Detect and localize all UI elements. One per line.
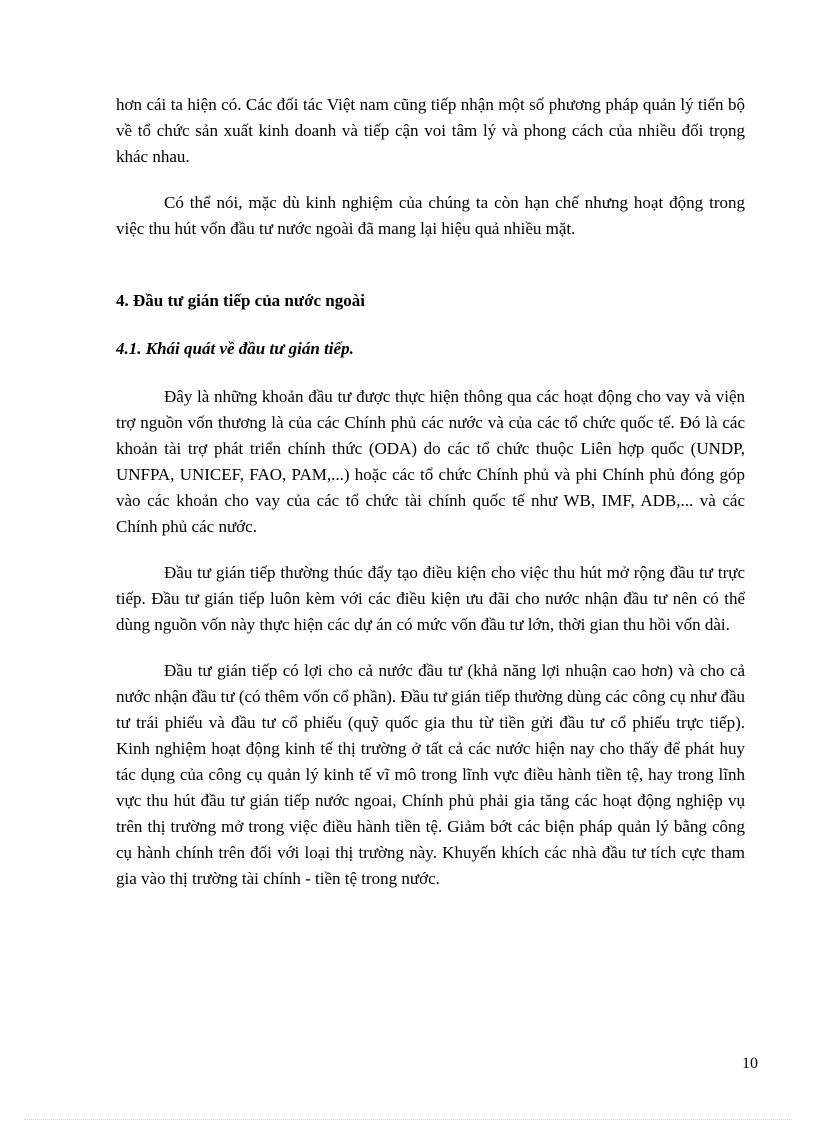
paragraph-continuation: hơn cái ta hiện có. Các đối tác Việt nam cũng tiếp nhận một số phương pháp quản lý tiến bộ về tổ chức sản xuất kinh doanh và tiếp cận voi tâm lý và phong cách của nhiều đối trọng khác nhau. (116, 95, 745, 166)
paragraph-definition: Đây là những khoản đầu tư được thực hiện thông qua các hoạt động cho vay và viện trợ nguồn vốn thương là của các Chính phủ các nước và của các tổ chức quốc tế. Đó là các khoản tài trợ phát triển chính thức (ODA) do các tổ chức thuộc Liên hợp quốc (UNDP, UNFPA, UNICEF, FAO, PAM,...) hoặc các tổ chức Chính phủ và phi Chính phủ đóng góp vào các khoản cho vay của các tổ chức tài chính quốc tế như WB, IMF, ADB,... và các Chính phủ các nước. (116, 387, 745, 536)
page-number: 10 (742, 1055, 758, 1072)
subsection-heading: 4.1. Khái quát về đầu tư gián tiếp. (116, 339, 354, 358)
paragraph-role: Đầu tư gián tiếp thường thúc đẩy tạo điều kiện cho việc thu hút mở rộng đầu tư trực tiếp. Đầu tư gián tiếp luôn kèm với các điều kiện ưu đãi cho nước nhận đầu tư nên có thể dùng nguồn vốn này thực hiện các dự án có mức vốn đầu tư lớn, thời gian thu hồi vốn dài. (116, 563, 745, 634)
paragraph-benefits: Đầu tư gián tiếp có lợi cho cả nước đầu tư (khả năng lợi nhuận cao hơn) và cho cả nước nhận đầu tư (có thêm vốn cổ phần). Đầu tư gián tiếp thường dùng các công cụ như đầu tư trái phiếu và đầu tư cổ phiếu (quỹ quốc gia thu từ tiền gửi đầu tư cổ phiếu trực tiếp). Kinh nghiệm hoạt động kinh tế thị trường ở tất cả các nước hiện nay cho thấy để phát huy tác dụng của công cụ quản lý kinh tế vĩ mô trong lĩnh vực điều hành tiền tệ, hay trong lĩnh vực thu hút đầu tư gián tiếp nước ngoai, Chính phủ phải gia tăng các hoạt động nghiệp vụ trên thị trường mở trong việc điều hành tiền tệ. Giảm bớt các biện pháp quản lý bằng công cụ hành chính trên đối với loại thị trường này. Khuyến khích các nhà đầu tư tích cực tham gia vào thị trường tài chính - tiền tệ trong nước. (116, 661, 745, 888)
document-body (116, 92, 745, 892)
page-bottom-divider (24, 1119, 792, 1120)
paragraph-summary: Có thể nói, mặc dù kinh nghiệm của chúng ta còn hạn chế nhưng hoạt động trong việc thu hút vốn đầu tư nước ngoài đã mang lại hiệu quả nhiều mặt. (116, 193, 745, 238)
section-heading: 4. Đầu tư gián tiếp của nước ngoài (116, 291, 365, 310)
